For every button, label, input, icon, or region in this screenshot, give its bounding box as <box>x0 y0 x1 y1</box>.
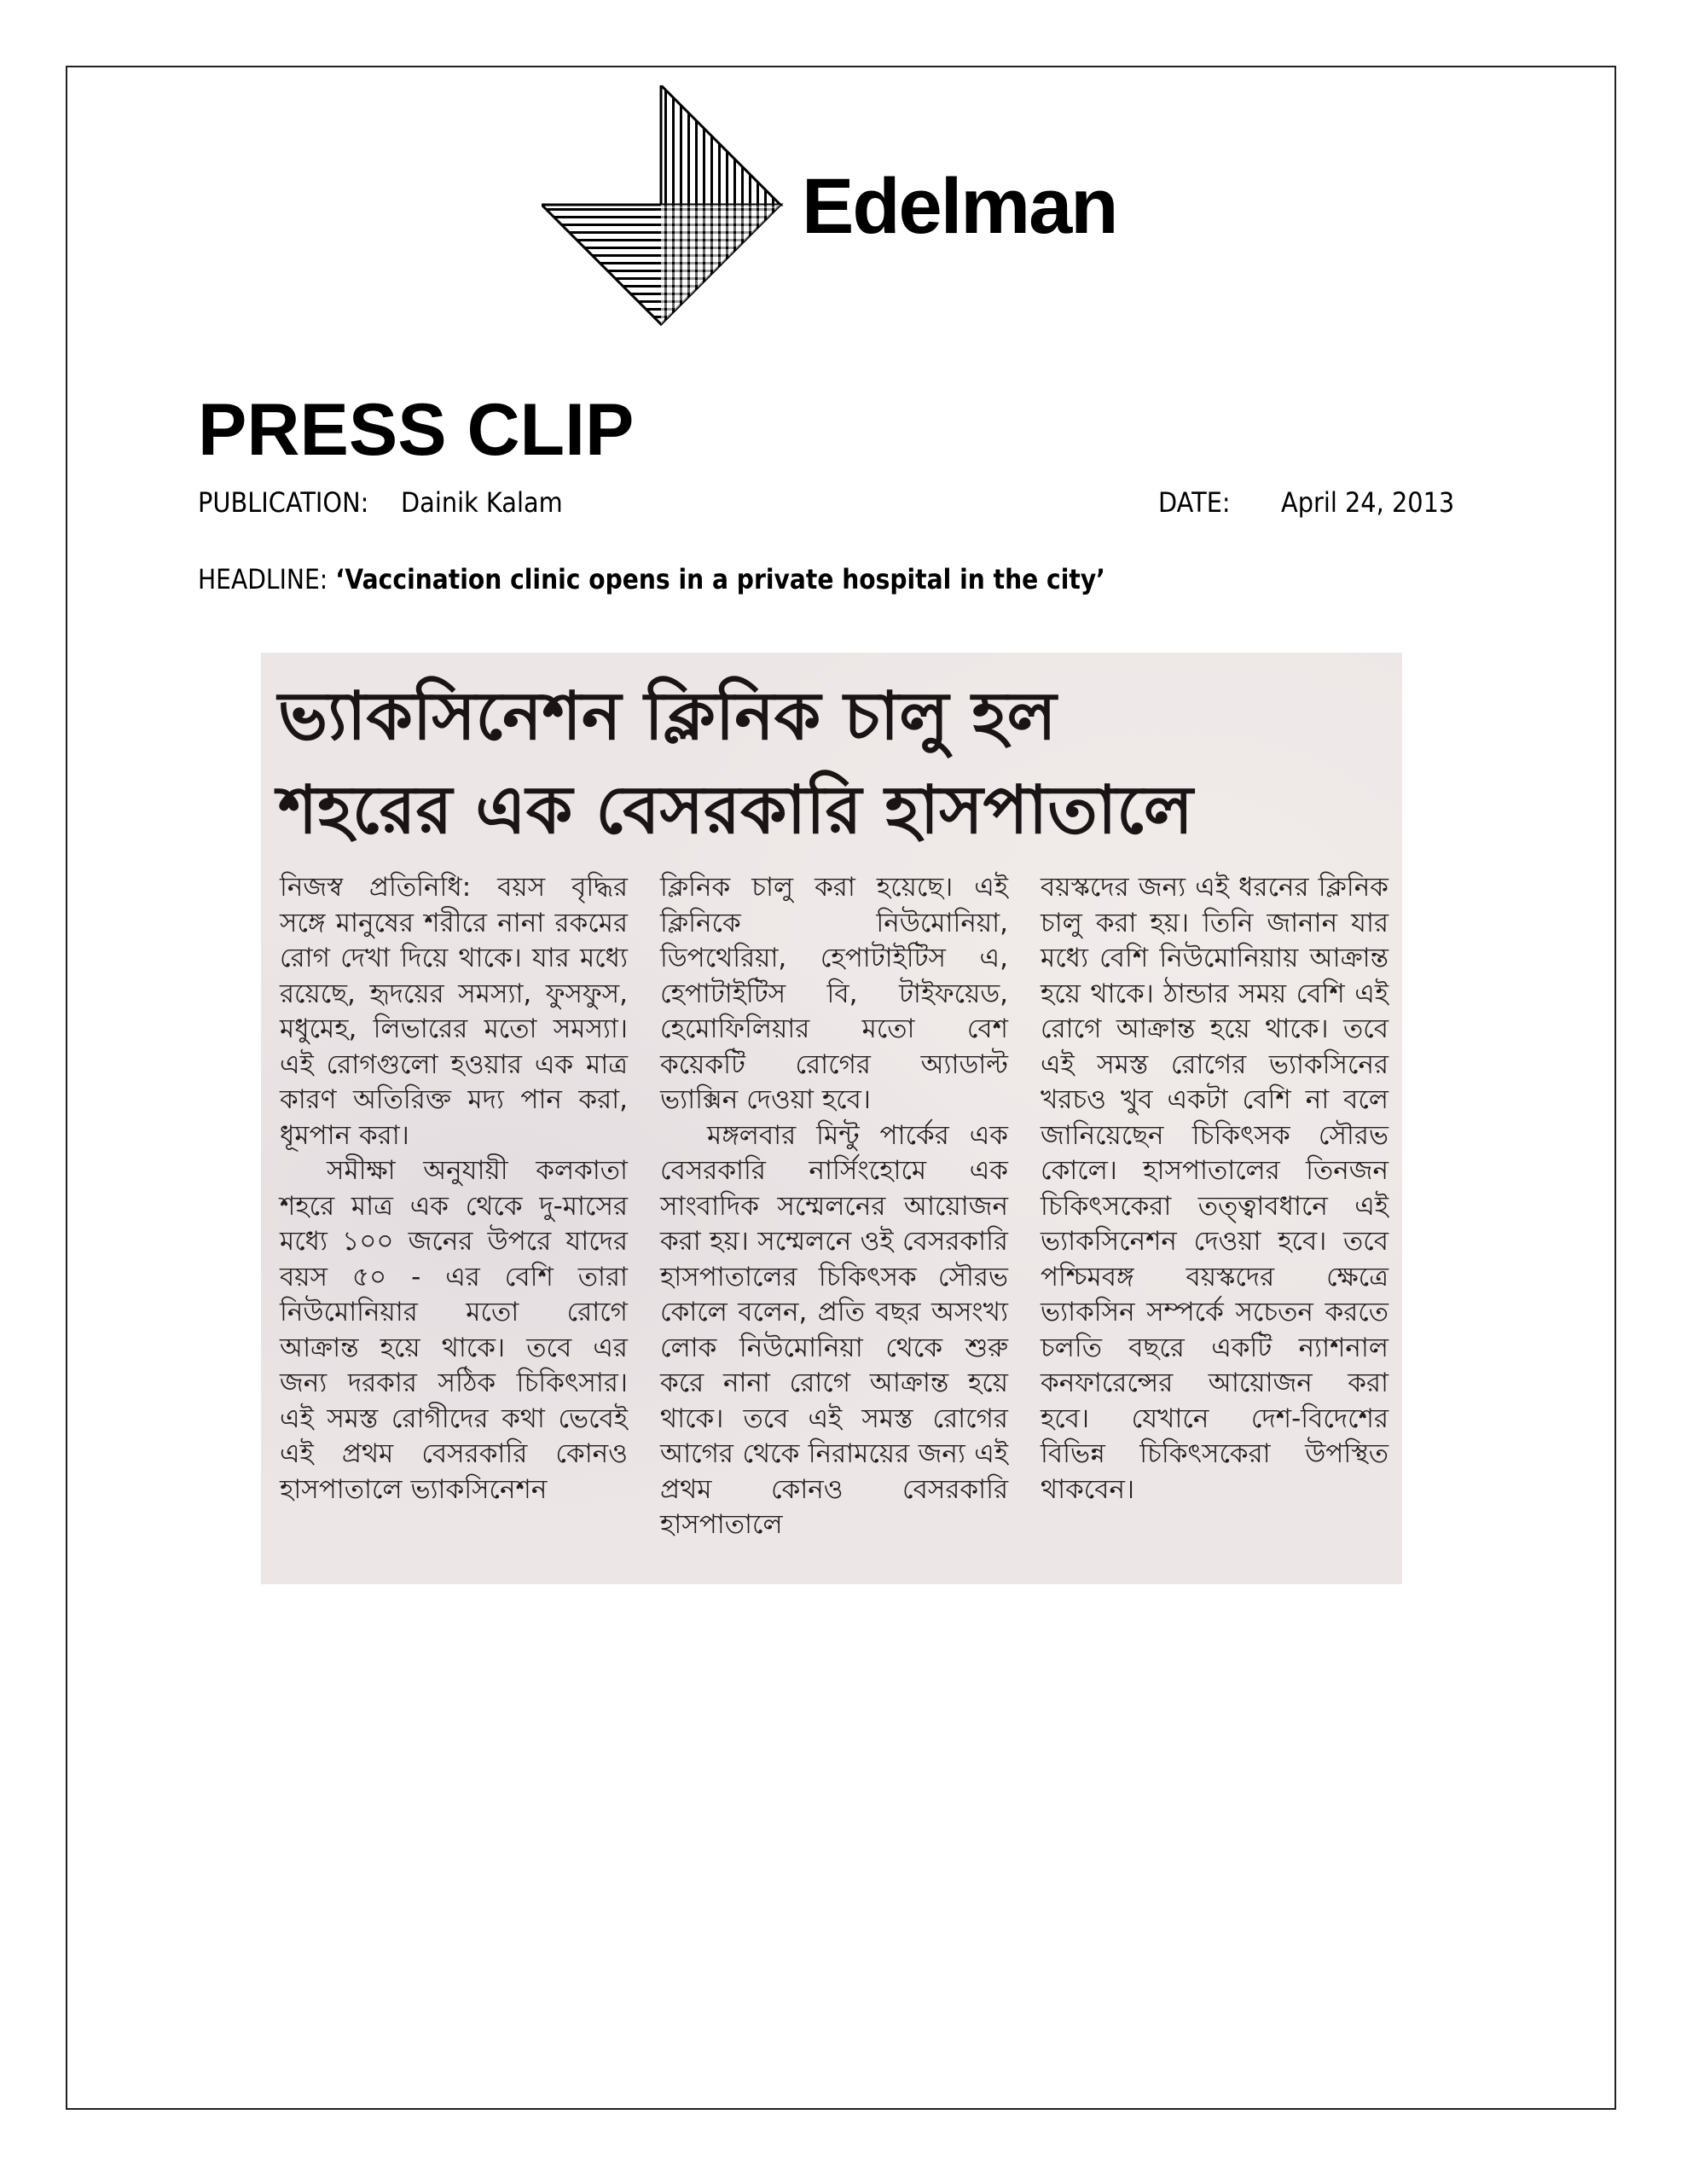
clip-column-3 <box>1041 870 1388 1543</box>
clip-column-2 <box>660 870 1008 1543</box>
publication-label: PUBLICATION: <box>198 486 369 519</box>
clip-paragraph: সমীক্ষা অনুযায়ী কলকাতা শহরে মাত্র এক থেকে দু-মাসের মধ্যে ১০০ জনের উপরে যাদের বয়স ৫০ - এর বেশি তারা নিউমোনিয়ার মতো রোগে আক্রান্ত হয়ে থাকে। তবে এর জন্য দরকার সঠিক চিকিৎসার। এই সমস্ত রোগীদের কথা ভেবেই এই প্রথম বেসরকারি কোনও হাসপাতালে ভ্যাকসিনেশন <box>280 1155 628 1505</box>
newspaper-clipping <box>261 653 1402 1584</box>
clip-headline <box>278 670 1387 857</box>
publication-value: Dainik Kalam <box>401 486 563 519</box>
date-label: DATE: <box>1158 486 1231 519</box>
clip-paragraph: ক্লিনিক চালু করা হয়েছে। এই ক্লিনিকে নিউমোনিয়া, ডিপথেরিয়া, হেপাটাইটিস এ, হেপাটাইটিস বি, টাইফয়েড, হেমোফিলিয়ার মতো বেশ কয়েকটি রোগের অ্যাডাল্ট ভ্যাক্সিন দেওয়া হবে। <box>660 872 1008 1115</box>
headline-line <box>198 563 1105 595</box>
date-value: April 24, 2013 <box>1281 486 1455 519</box>
headline-label: HEADLINE: <box>198 563 328 595</box>
clip-column-1 <box>280 870 628 1543</box>
edelman-logo-mark-icon <box>542 85 789 326</box>
clip-paragraph: নিজস্ব প্রতিনিধি: বয়স বৃদ্ধির সঙ্গে মানুষের শরীরে নানা রকমের রোগ দেখা দিয়ে থাকে। যার মধ্যে রয়েছে, হৃদয়ের সমস্যা, ফুসফুস, মধুমেহ, লিভারের মতো সমস্যা। এই রোগগুলো হওয়ার এক মাত্র কারণ অতিরিক্ত মদ্য পান করা, ধূমপান করা। <box>280 872 628 1151</box>
edelman-logo <box>542 85 1130 326</box>
clip-headline-line2: শহরের এক বেসরকারি হাসপাতালে <box>278 772 1193 849</box>
headline-value: ‘Vaccination clinic opens in a private hospital in the city’ <box>335 563 1105 595</box>
logo-wordmark: Edelman <box>802 163 1117 250</box>
page-title: PRESS CLIP <box>198 389 635 471</box>
clip-paragraph: মঙ্গলবার মিন্টু পার্কের এক বেসরকারি নার্সিংহোমে এক সাংবাদিক সম্মেলনের আয়োজন করা হয়। সম্মেলনে ওই বেসরকারি হাসপাতালের চিকিৎসক সৌরভ কোলে বলেন, প্রতি বছর অসংখ্য লোক নিউমোনিয়া থেকে শুরু করে নানা রোগে আক্রান্ত হয়ে থাকে। তবে এই সমস্ত রোগের আগের থেকে নিরাময়ের জন্য এই প্রথম কোনও বেসরকারি হাসপাতালে <box>660 1119 1008 1540</box>
clip-body <box>280 870 1388 1543</box>
clip-headline-line1: ভ্যাকসিনেশন ক্লিনিক চালু হল <box>278 678 1057 755</box>
clip-paragraph: বয়স্কদের জন্য এই ধরনের ক্লিনিক চালু করা হয়। তিনি জানান যার মধ্যে বেশি নিউমোনিয়ায় আক্রান্ত হয়ে থাকে। ঠান্ডার সময় বেশি এই রোগে আক্রান্ত হয়ে থাকে। তবে এই সমস্ত রোগের ভ্যাকসিনের খরচও খুব একটা বেশি না বলে জানিয়েছেন চিকিৎসক সৌরভ কোলে। হাসপাতালের তিনজন চিকিৎসকেরা তত্ত্বাবধানে এই ভ্যাকসিনেশন দেওয়া হবে। তবে পশ্চিমবঙ্গ বয়স্কদের ক্ষেত্রে ভ্যাকসিন সম্পর্কে সচেতন করতে চলতি বছরে একটি ন্যাশনাল কনফারেন্সের আয়োজন করা হবে। যেখানে দেশ-বিদেশের বিভিন্ন চিকিৎসকেরা উপস্থিত থাকবেন। <box>1041 872 1388 1505</box>
